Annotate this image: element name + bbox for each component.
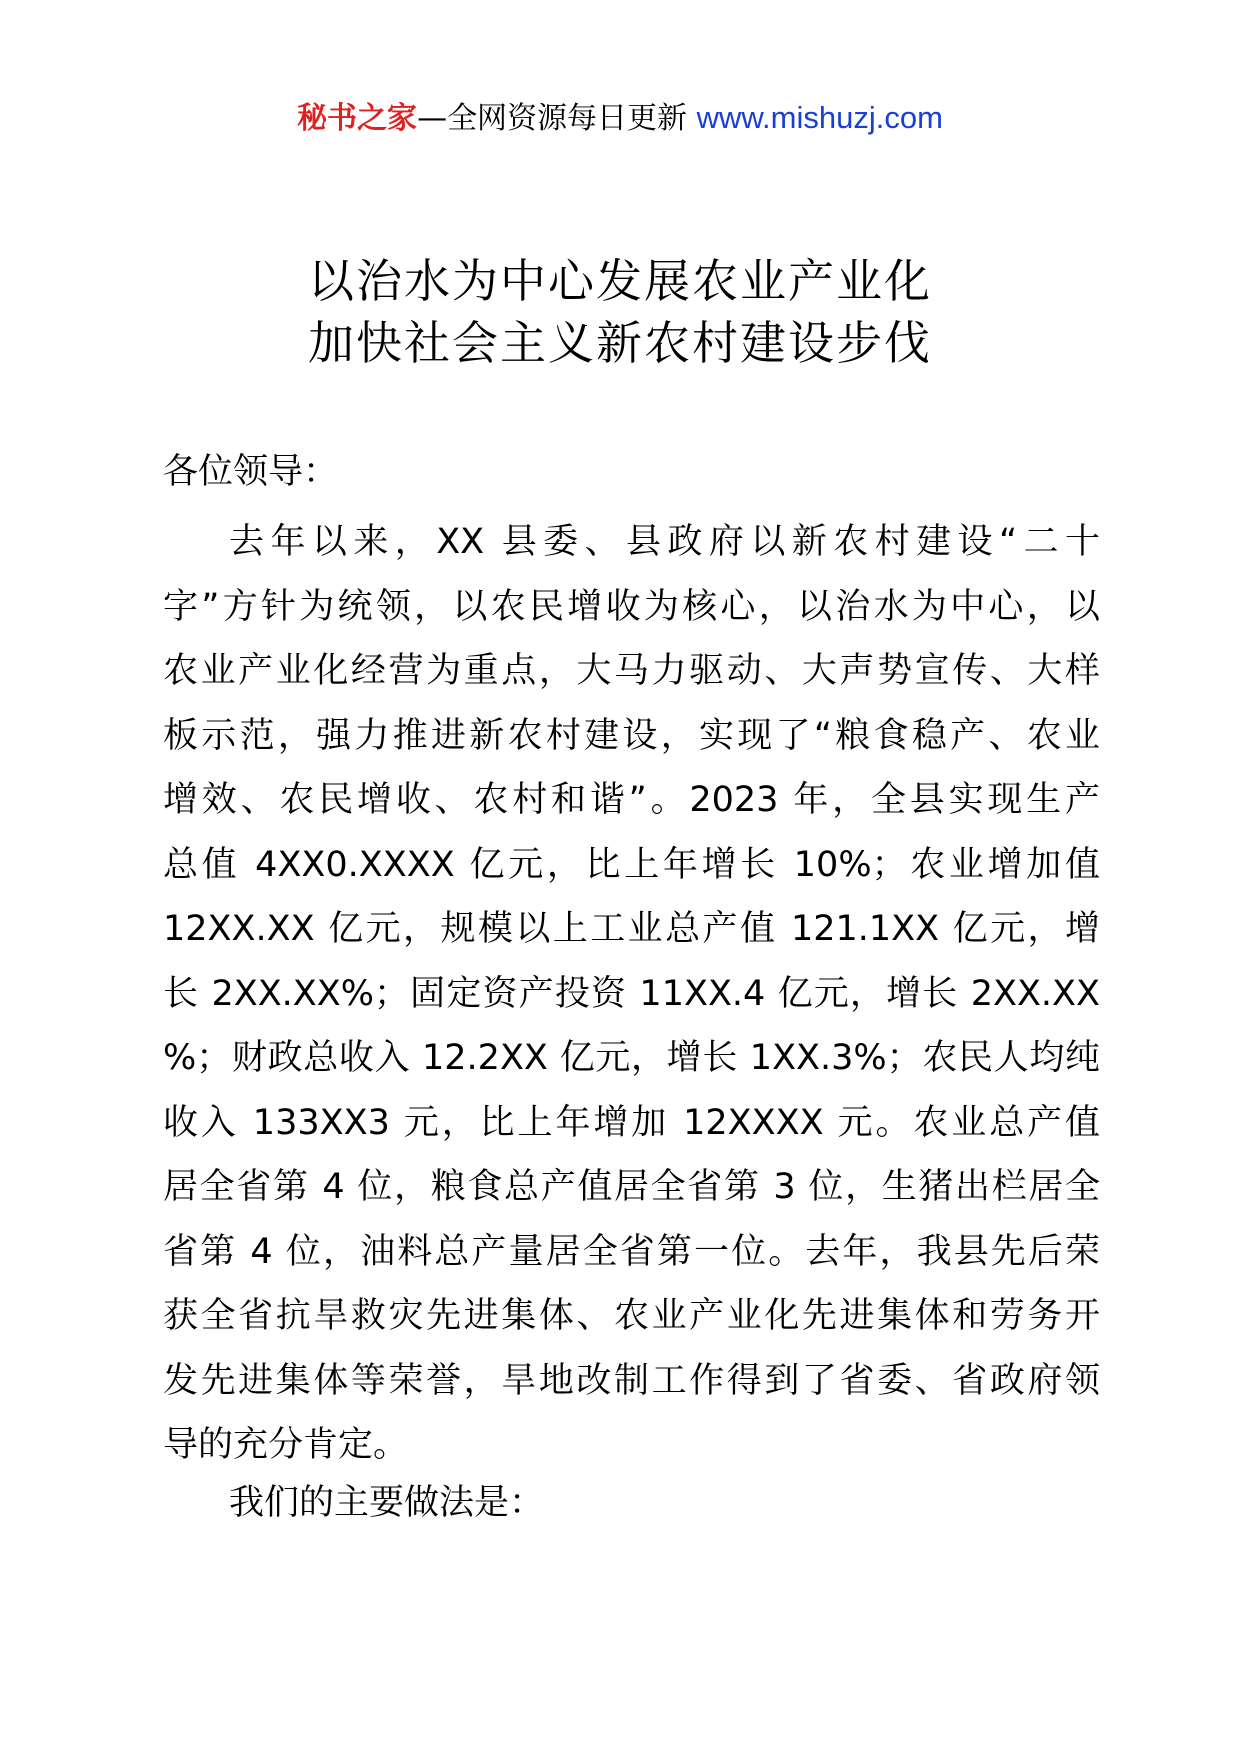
site-header [0, 98, 1240, 139]
paragraph-line: 农业产业化经营为重点，大马力驱动、大声势宣传、大样 [163, 651, 1100, 691]
paragraph-line: 去年以来，XX 县委、县政府以新农村建设“二十 [229, 522, 1100, 562]
site-tagline: —全网资源每日更新 [417, 101, 688, 136]
paragraph-line: 板示范，强力推进新农村建设，实现了“粮食稳产、农业 [163, 715, 1100, 756]
paragraph-line: 增效、农民增收、农村和谐”。2023 年，全县实现生产 [163, 780, 1100, 820]
paragraph-line: 字”方针为统领，以农民增收为核心，以治水为中心，以 [163, 586, 1100, 627]
paragraph-line: 省第 4 位，油料总产量居全省第一位。去年，我县先后荣 [163, 1231, 1100, 1272]
body-paragraph [163, 510, 1100, 1478]
site-brand: 秘书之家 [297, 101, 418, 136]
closing-line: 我们的主要做法是： [229, 1483, 545, 1523]
paragraph-line: 总值 4XX0.XXXX 亿元，比上年增长 10%；农业增加值 [163, 844, 1100, 885]
paragraph-line: 获全省抗旱救灾先进集体、农业产业化先进集体和劳务开 [163, 1296, 1100, 1336]
paragraph-line: 收入 133XX3 元，比上年增加 12XXXX 元。农业总产值 [163, 1102, 1100, 1143]
paragraph-line: 发先进集体等荣誉，旱地改制工作得到了省委、省政府领 [163, 1360, 1100, 1401]
paragraph-line: %；财政总收入 12.2XX 亿元，增长 1XX.3%；农民人均纯 [163, 1038, 1100, 1078]
title-line-1: 以治水为中心发展农业产业化 [308, 254, 932, 308]
site-url-link[interactable]: www.mishuzj.com [696, 100, 943, 135]
paragraph-line: 居全省第 4 位，粮食总产值居全省第 3 位，生猪出栏居全 [163, 1167, 1100, 1207]
title-line-2: 加快社会主义新农村建设步伐 [308, 316, 932, 370]
paragraph-line: 导的充分肯定。 [163, 1425, 409, 1465]
paragraph-line: 12XX.XX 亿元，规模以上工业总产值 121.1XX 亿元，增 [163, 909, 1100, 949]
paragraph-line: 长 2XX.XX%；固定资产投资 11XX.4 亿元，增长 2XX.XX [163, 973, 1100, 1014]
document-title [0, 250, 1240, 374]
salutation: 各位领导： [163, 452, 339, 492]
